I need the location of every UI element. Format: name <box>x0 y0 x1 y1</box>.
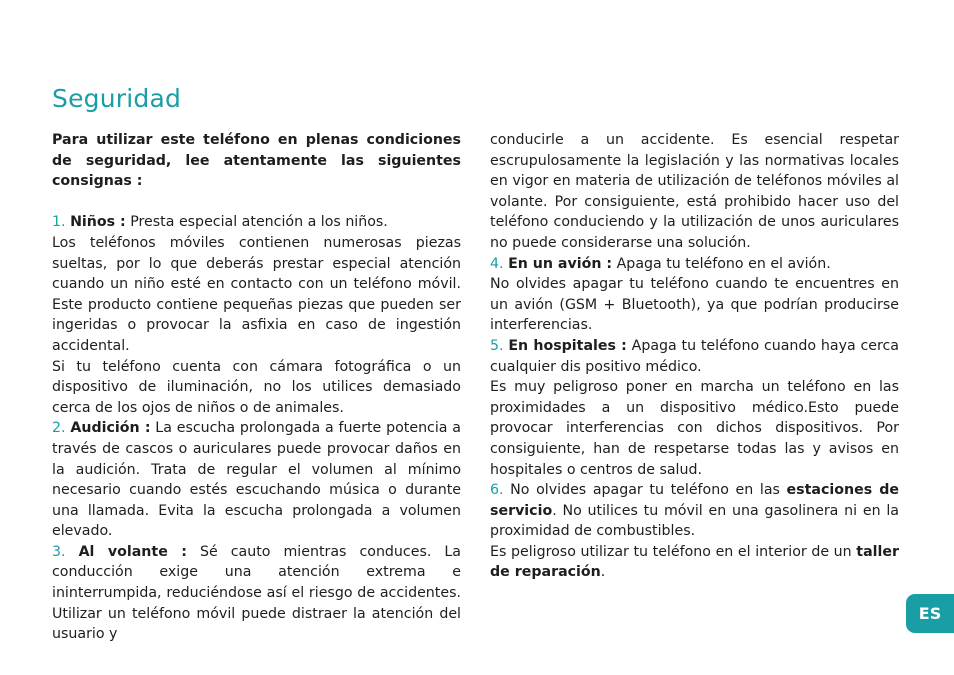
spacer <box>52 192 461 213</box>
item-number: 5. <box>490 337 504 354</box>
item-label: En hospitales : <box>508 337 627 354</box>
language-tab: ES <box>906 594 954 633</box>
item-al-volante <box>52 542 461 645</box>
item-ninos-paragraph-2: Si tu teléfono cuenta con cámara fotográfica o un dispositivo de iluminación, no los utilices demasiado cerca de los ojos de niños o de animales. <box>52 358 461 416</box>
right-column <box>490 130 899 583</box>
item-label: taller de reparación <box>490 543 899 581</box>
item-lead: Presta especial atención a los niños. <box>125 214 388 231</box>
item-label: estaciones de servicio <box>490 482 899 519</box>
item-en-un-avion <box>490 254 899 275</box>
item-en-hospitales <box>490 336 899 377</box>
left-column <box>52 130 461 645</box>
item-en-un-avion-paragraph: No olvides apagar tu teléfono cuando te encuentres en un avión (GSM + Bluetooth), ya que podrían producirse interferencias. <box>490 276 899 334</box>
item-lead: Apaga tu teléfono cuando haya cerca cualquier dis positivo médico. <box>490 337 900 375</box>
item-text: Sé cauto mientras conduces. La conducción exige una atención extrema e ininterrumpida, reduciéndose así el riesgo de accidentes. Utilizar un teléfono móvil puede distraer la atención del usuario y <box>52 543 461 643</box>
item-ninos-paragraph: Los teléfonos móviles contienen numerosas piezas sueltas, por lo que deberás prestar especial atención cuando un niño esté en contacto con un teléfono móvil. Este producto contiene pequeñas piezas que pueden ser ingeridas o provocar la asfixia en caso de ingestión accidental. <box>52 234 461 354</box>
item-number: 2. <box>52 420 66 437</box>
intro-paragraph: Para utilizar este teléfono en plenas condiciones de seguridad, lee atentamente las siguientes consignas : <box>52 132 461 190</box>
item-label: Niños : <box>70 214 126 231</box>
item-text-post: . <box>600 564 606 581</box>
item-en-hospitales-paragraph: Es muy peligroso poner en marcha un teléfono en las proximidades a un dispositivo médico.Esto puede provocar interferencias con dichos dispositivos. Por consiguiente, han de respetarse todas las y avisos en hospitales o centros de salud. <box>490 379 899 478</box>
item-al-volante-continuation: conducirle a un accidente. Es esencial respetar escrupulosamente la legislación y las normativas locales en vigor en materia de utilización de teléfonos móviles al volante. Por consiguiente, está prohibido hacer uso del teléfono conduciendo y la utilización de unos auriculares no puede considerarse una solución. <box>490 132 899 251</box>
item-text-pre: No olvides apagar tu teléfono en las <box>503 482 787 499</box>
item-estaciones-de-servicio <box>490 480 899 542</box>
item-text-pre: Es peligroso utilizar tu teléfono en el interior de un <box>490 543 857 560</box>
page-title: Seguridad <box>52 84 182 113</box>
item-label: En un avión : <box>508 255 613 272</box>
item-label: Al volante : <box>78 543 187 560</box>
item-text-post: . No utilices tu móvil en una gasolinera ni en la proximidad de combustibles. <box>490 502 899 540</box>
item-number: 1. <box>52 214 66 231</box>
item-lead: Apaga tu teléfono en el avión. <box>612 255 831 272</box>
item-label: Audición : <box>70 420 151 437</box>
item-number: 4. <box>490 255 504 272</box>
item-number: 6. <box>490 482 504 499</box>
item-taller-paragraph <box>490 542 899 583</box>
item-number: 3. <box>52 543 66 560</box>
item-text: La escucha prolongada a fuerte potencia a través de cascos o auriculares puede provocar daños en la audición. Trata de regular el volumen al mínimo necesario cuando estés escuchando música o durante una llamada. Evita la escucha prolongada a volumen elevado. <box>52 420 461 540</box>
item-audicion <box>52 418 461 542</box>
item-ninos <box>52 212 461 233</box>
